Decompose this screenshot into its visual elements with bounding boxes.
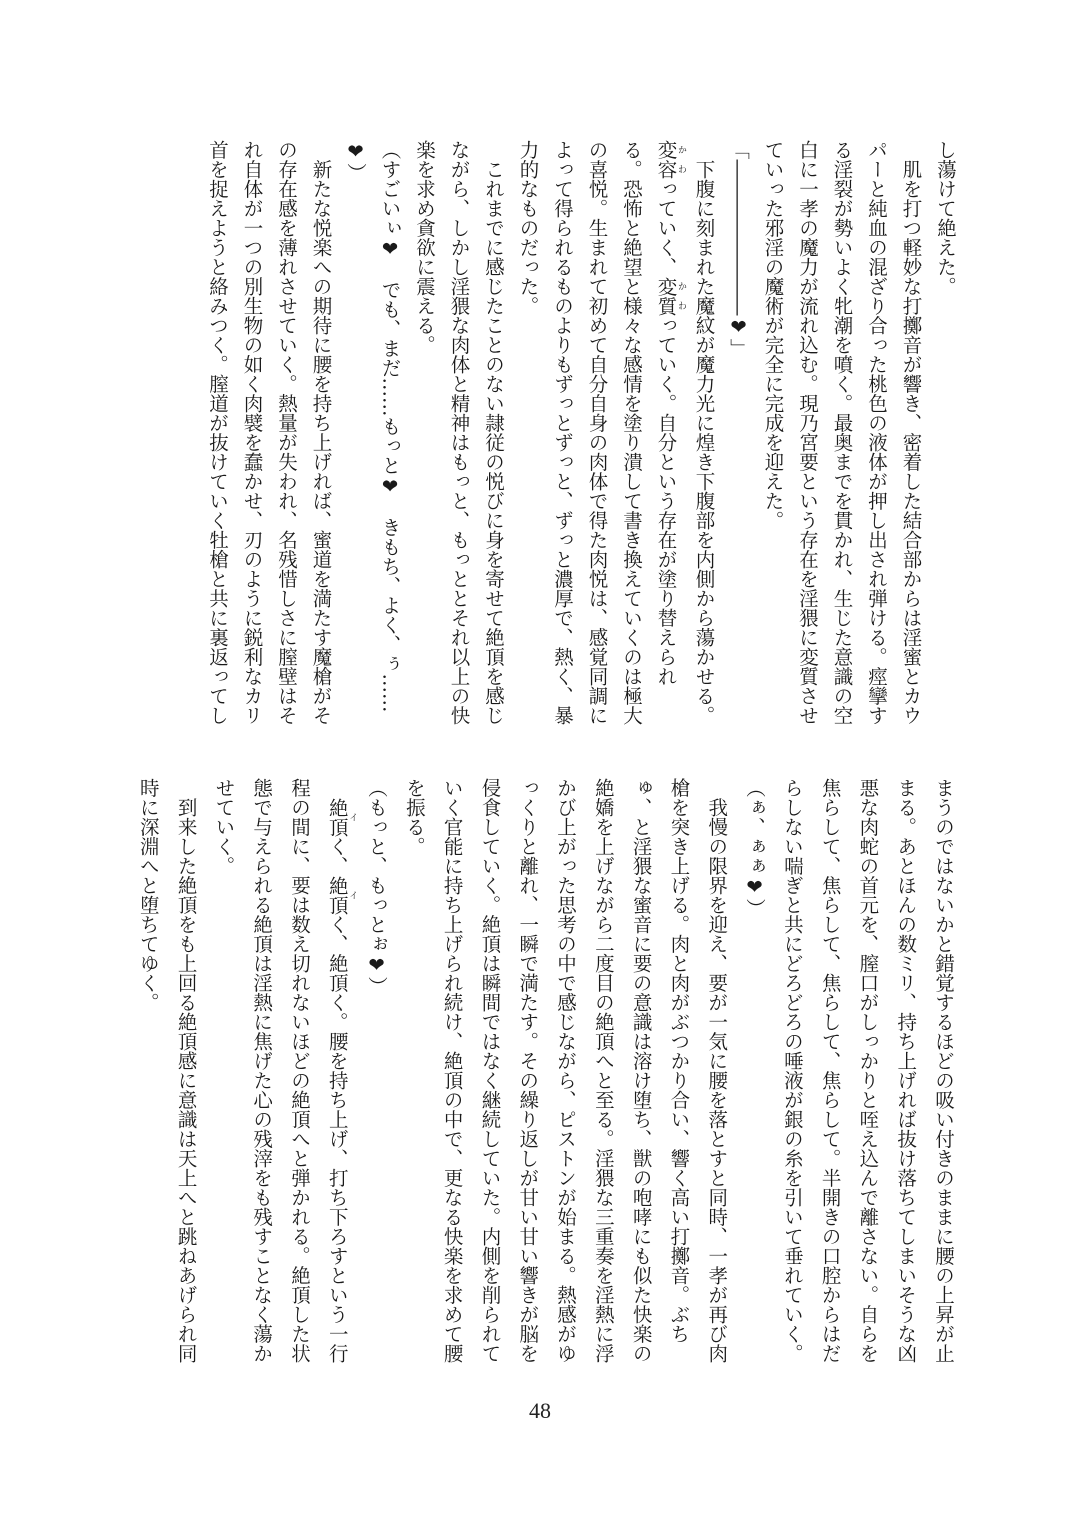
text-line: （もっと、もっとぉ❤）	[365, 778, 389, 996]
text-segment: っていく。自分という存在が塗り替えられ	[654, 315, 678, 686]
text-block-top	[200, 140, 963, 730]
text-line: ゅ、と淫猥な蜜音に要の意識は溶け堕ち、獣の咆哮にも似た快楽の	[629, 778, 653, 1363]
text-line: ❤）	[344, 140, 367, 183]
text-line: 絶嬌を上げながら二度目の絶頂へと至る。淫猥な三重奏を淫熱に浮	[591, 778, 615, 1363]
page-number: 48	[529, 1398, 551, 1423]
text-line: らしない喘ぎと共にどろどろの唾液が銀の糸を引いて垂れていく。	[780, 778, 804, 1363]
text-line: を振る。	[402, 778, 426, 856]
text-segment: く、絶頂く。腰を持ち上げ、打ち下ろすという一行	[325, 914, 349, 1363]
text-line: 白に一孝の魔力が流れ込む。現乃宮要という存在を淫猥に変質させ	[796, 140, 819, 725]
text-line: いく官能に持ち上げられ続け、絶頂の中で、更なる快楽を求めて腰	[440, 778, 464, 1363]
text-line: （ぁ、ぁぁ❤）	[743, 778, 767, 918]
text-line: 楽を求め貪欲に震える。	[413, 140, 436, 355]
ruby-text: 変容かわ	[654, 140, 686, 179]
text-line: 我慢の限界を迎え、要が一気に腰を落とすと同時、一孝が再び肉	[705, 778, 729, 1363]
text-line: せていく。	[212, 778, 236, 876]
text-line: 肌を打つ軽妙な打擲音が響き、密着した結合部からは淫蜜とカウ	[899, 140, 923, 725]
text-line: 下腹に刻まれた魔紋が魔力光に煌き下腹部を内側から蕩かせる。	[692, 140, 716, 725]
text-line	[318, 778, 357, 1368]
text-line: 力的なものだった。	[516, 140, 540, 316]
text-block-bottom	[129, 778, 962, 1368]
text-line: し蕩けて絶えた。	[934, 140, 957, 296]
ruby-text: 変質かわ	[654, 276, 686, 316]
text-line: 侵食していく。絶頂は瞬間ではなく継続していた。内側を削られて	[478, 778, 502, 1363]
text-line: 程の間に、要は数え切れないほどの絶頂へと弾かれる。絶頂した状	[287, 778, 311, 1363]
text-line: 新たな悦楽への期待に腰を持ち上げれば、蜜道を満たす魔槍がそ	[309, 140, 333, 725]
ruby-text: 絶頂イ	[325, 797, 358, 837]
text-line: よって得られるものよりもずっとずっと、ずっと濃厚で、熱く、暴	[551, 140, 574, 725]
text-segment: く、	[325, 836, 349, 876]
text-line: まる。あとほんの数ミリ、持ち上げれば抜け落ちてしまいそうな凶	[894, 778, 918, 1363]
text-line: ていった邪淫の魔術が完全に完成を迎えた。	[761, 140, 785, 530]
text-segment: っていく、	[654, 179, 678, 277]
text-line: かび上がった思考の中で感じながら、ピストンが始まる。熱感がゆ	[554, 778, 578, 1363]
text-line	[648, 140, 686, 730]
ruby-text: 絶頂イ	[325, 875, 358, 915]
text-line: ながら、しかし淫猥な肉体と精神はもっと、もっととそれ以上の快	[447, 140, 471, 725]
text-line: （すごいぃ❤ でも、まだ……もっと❤ きもち、よく、ぅ……	[378, 140, 402, 713]
text-line: 悪な肉蛇の首元を、膣口がしっかりと咥え込んで離さない。自らを	[856, 778, 880, 1363]
text-line: 時に深淵へと堕ちてゆく。	[136, 778, 160, 1012]
text-line: る。恐怖と絶望と様々な感情を塗り潰して書き換えていくのは極大	[620, 140, 643, 725]
text-line: これまでに感じたことのない隷従の悦びに身を寄せて絶頂を感じ	[482, 140, 505, 725]
text-line: る淫裂が勢いよく牝潮を噴く。最奥までを貫かれ、生じた意識の空	[830, 140, 854, 725]
text-line: 「――――――――❤」	[727, 140, 750, 358]
text-line: 焦らして、焦らして、焦らして、焦らして。半開きの口腔からはだ	[818, 778, 842, 1363]
text-segment	[326, 778, 349, 798]
text-line: の存在感を薄れさせていく。熱量が失われ、名残惜しさに膣壁はそ	[275, 140, 298, 725]
text-line: 槍を突き上げる。肉と肉がぶつかり合い、響く高い打擲音。ぶち	[667, 778, 691, 1344]
text-line: まうのではないかと錯覚するほどの吸い付きのままに腰の上昇が止	[932, 778, 955, 1363]
text-line: 首を捉えようと絡みつく。膣道が抜けていく牡槍と共に裏返ってし	[206, 140, 229, 725]
text-line: 態で与えられる絶頂は淫熱に焦げた心の残滓をも残すことなく蕩か	[250, 778, 274, 1363]
text-line: パーと純血の混ざり合った桃色の液体が押し出され弾ける。痙攣す	[865, 140, 888, 725]
text-line: れ自体が一つの別生物の如く肉襞を蠢かせ、刃のように鋭利なカリ	[240, 140, 264, 725]
text-line: 到来した絶頂をも上回る絶頂感に意識は天上へと跳ねあげられ同	[174, 778, 198, 1363]
text-line: っくりと離れ、一瞬で満たす。その繰り返しが甘い甘い響きが脳を	[516, 778, 540, 1363]
text-line: の喜悦。生まれて初めて自分自身の肉体で得た肉悦は、感覚同調に	[585, 140, 609, 725]
